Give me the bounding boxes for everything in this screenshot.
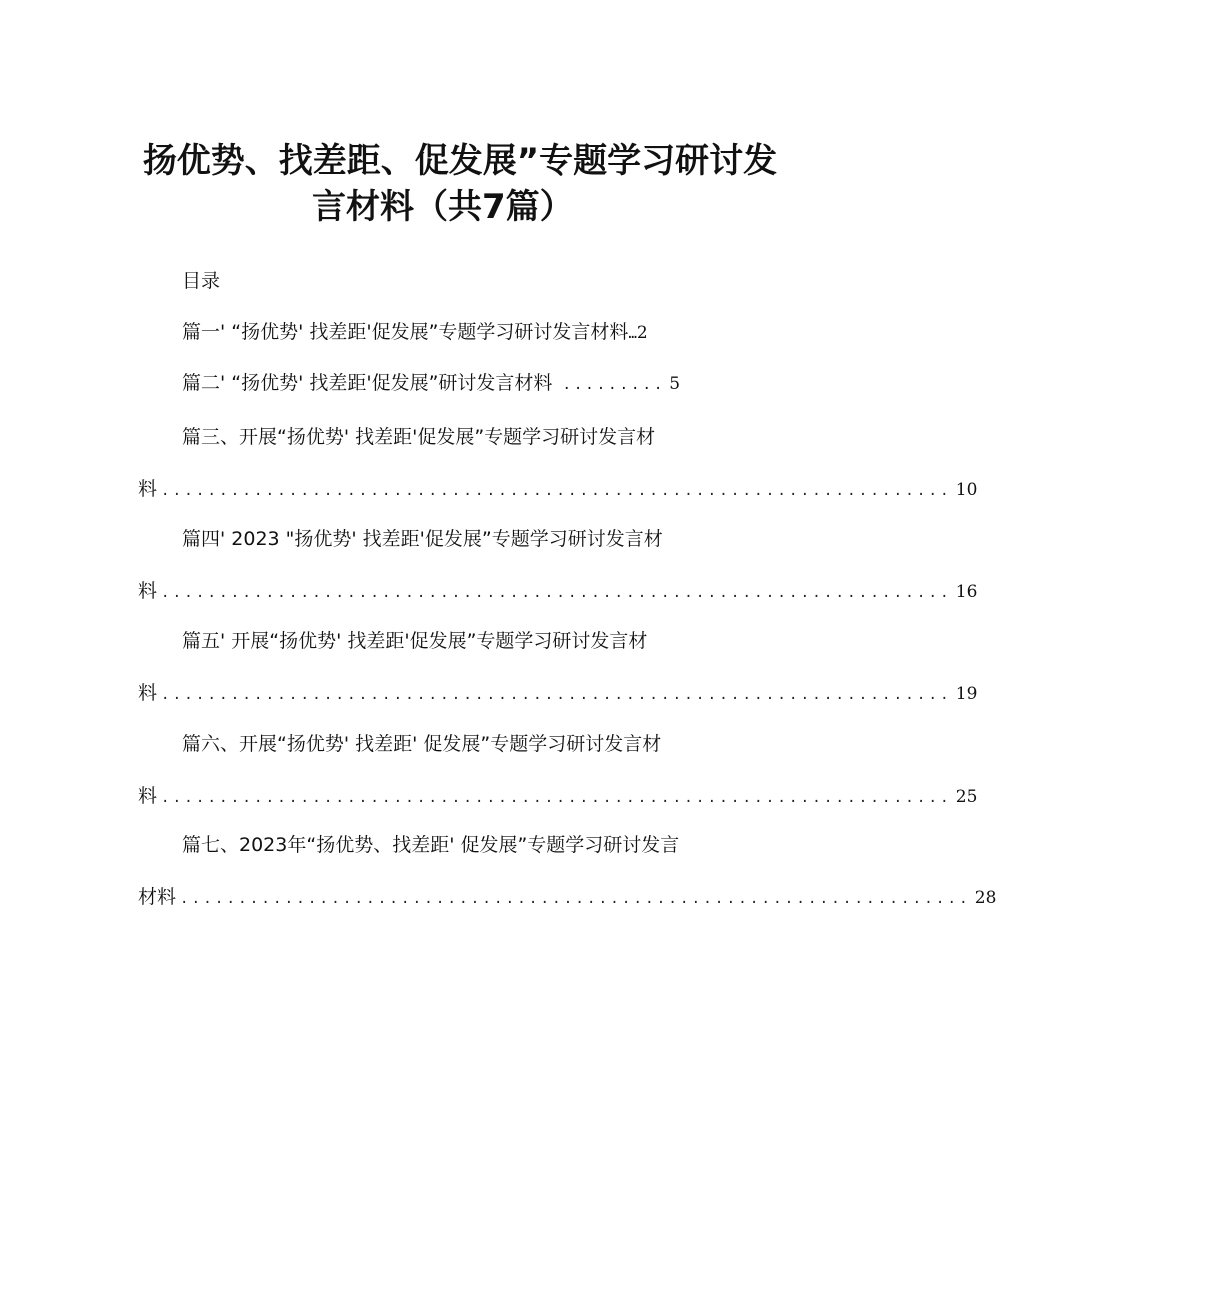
toc-entry-6-line2[interactable] [138, 783, 978, 811]
toc-entry-3-line2[interactable] [138, 476, 978, 504]
toc-entry-4-tail: 料 [138, 580, 158, 602]
toc-entry-5-tail: 料 [138, 682, 158, 704]
toc-entry-6-leader: .................................................................... [161, 790, 952, 806]
toc-entry-7-line2[interactable] [138, 884, 997, 912]
toc-entry-4-line2[interactable] [138, 578, 978, 606]
toc-entry-7-leader: .................................................................... [180, 891, 971, 907]
toc-entry-5-page: 19 [955, 684, 978, 704]
toc-entry-7-line1[interactable]: 篇七、2023年“扬优势、找差距' 促发展”专题学习研讨发言 [182, 834, 680, 856]
toc-entry-4-line1[interactable]: 篇四' 2023 "扬优势' 找差距'促发展”专题学习研讨发言材 [182, 528, 663, 550]
toc-entry-6-tail: 料 [138, 785, 158, 807]
toc-heading: 目录 [182, 270, 221, 292]
toc-entry-1-page: 2 [636, 323, 648, 343]
toc-entry-1[interactable] [182, 319, 648, 347]
toc-entry-7-page: 28 [974, 888, 997, 908]
title-line-1: 扬优势、找差距、促发展”专题学习研讨发 [142, 141, 778, 181]
toc-entry-1-title: 篇一' “扬优势' 找差距'促发展”专题学习研讨发言材料 [182, 321, 629, 343]
toc-entry-6-page: 25 [955, 787, 978, 807]
toc-entry-3-leader: .................................................................... [161, 483, 952, 499]
title-line-2: 言材料（共7篇） [312, 187, 574, 227]
document-title [0, 138, 920, 230]
toc-entry-5-line2[interactable] [138, 680, 978, 708]
toc-entry-2-leader: ......... [562, 377, 666, 393]
toc-entry-5-line1[interactable]: 篇五' 开展“扬优势' 找差距'促发展”专题学习研讨发言材 [182, 630, 648, 652]
toc-entry-4-leader: .................................................................... [161, 585, 952, 601]
toc-entry-6-line1[interactable]: 篇六、开展“扬优势' 找差距' 促发展”专题学习研讨发言材 [182, 733, 662, 755]
toc-entry-3-line1[interactable]: 篇三、开展“扬优势' 找差距'促发展”专题学习研讨发言材 [182, 426, 656, 448]
toc-entry-2-title: 篇二' “扬优势' 找差距'促发展”研讨发言材料 [182, 372, 553, 394]
toc-entry-3-tail: 料 [138, 478, 158, 500]
toc-entry-4-page: 16 [955, 582, 978, 602]
toc-entry-3-page: 10 [955, 480, 978, 500]
toc-entry-7-tail: 材料 [138, 886, 177, 908]
toc-entry-5-leader: .................................................................... [161, 687, 952, 703]
toc-entry-1-leader: … [628, 326, 637, 342]
toc-entry-2-page: 5 [669, 374, 681, 394]
toc-entry-2[interactable] [182, 370, 680, 398]
